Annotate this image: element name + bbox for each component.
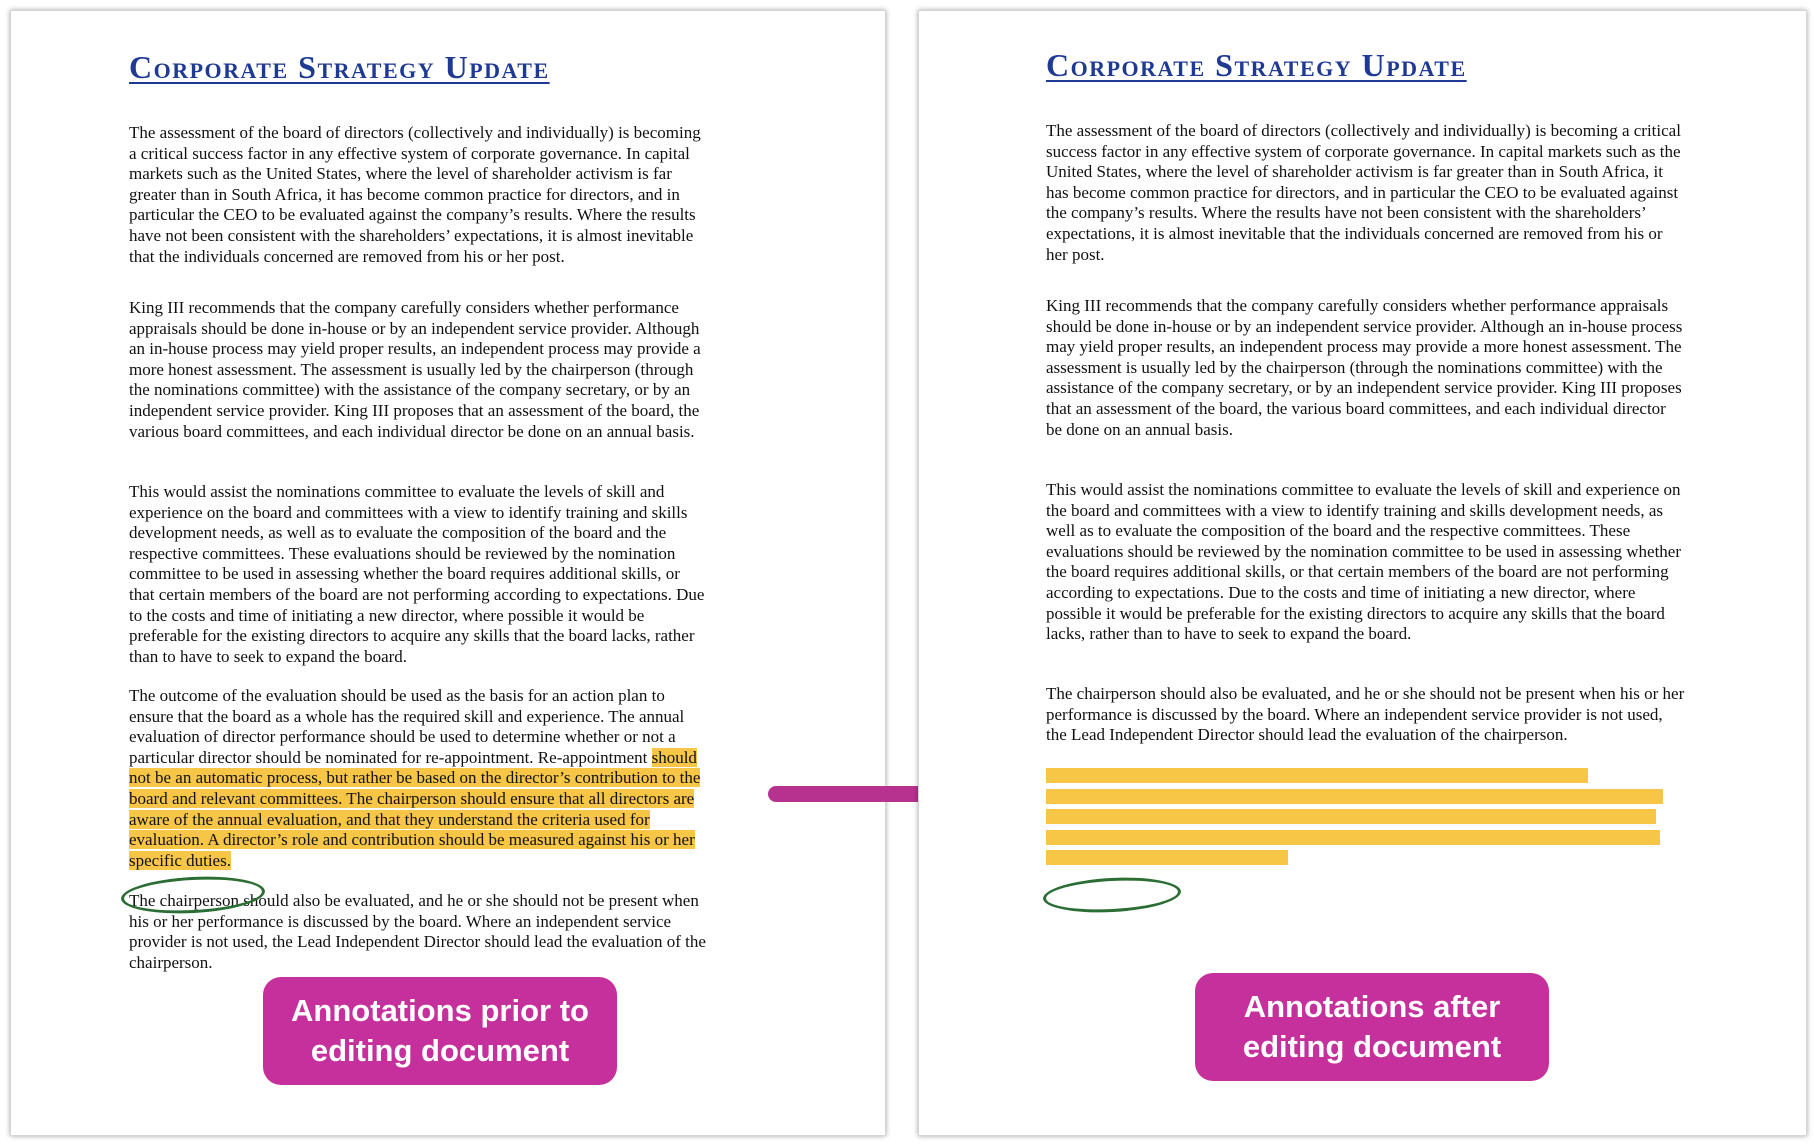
paragraph-2: King III recommends that the company carefully considers whether performance appraisals should be done in-house or by an independent service provider. Although an in-house process may yield proper results, an independent process may provide a more honest assessment. The assessment is usually led by the chairperson (through the nominations committee) with the assistance of the company secretary, or by an independent service provider. King III proposes that an assessment of the board, the various board committees, and each individual director be done on an annual basis. xyxy=(129,298,701,441)
highlight-bar xyxy=(1046,789,1663,804)
paragraph-4-text: The outcome of the evaluation should be used as the basis for an action plan to ensure that the board as a whole has the required skill and experience. The annual evaluation of director performance should be used to determine whether or not a particular director should be nominated for re-appointment. Re-appointment xyxy=(129,686,685,767)
paragraph-1: The assessment of the board of directors (collectively and individually) is becoming a critical success factor in any effective system of corporate governance. In capital markets such as the United States, where the level of shareholder activism is far greater than in South Africa, it has become common practice for directors, and in particular the CEO to be evaluated against the company’s results. Where the results have not been consistent with the shareholders’ expectations, it is almost inevitable that the individuals concerned are removed from his or her post. xyxy=(129,123,701,266)
paragraph-4: The chairperson should also be evaluated, and he or she should not be present when his or her performance is discussed by the board. Where an independent service provider is not used, the Lead Independent Director should lead the evaluation of the chairperson. xyxy=(1046,684,1685,745)
callout-after xyxy=(1195,973,1549,1081)
paragraph-3: This would assist the nominations committee to evaluate the levels of skill and experience on the board and committees with a view to identify training and skills development needs, as well as to evaluate the composition of the board and the respective committees. These evaluations should be reviewed by the nomination committee to be used in assessing whether the board requires additional skills, or that certain members of the board are not performing according to expectations. Due to the costs and time of initiating a new director, where possible it would be preferable for the existing directors to acquire any skills that the board lacks, rather than to have to seek to expand the board. xyxy=(1046,480,1681,644)
circled-phrase: The chairperson xyxy=(129,891,239,910)
paragraph-5-text: should also be evaluated, and he or she should not be present when his or her performance is discussed by the board. Where an independent service provider is not used, the Lead Independent Director should lead the evaluation of the chairperson. xyxy=(129,891,706,972)
callout-after-line-2: editing document xyxy=(1242,1029,1502,1064)
document-title: Corporate Strategy Update xyxy=(1046,47,1467,83)
callout-after-line-1: Annotations after xyxy=(1243,989,1501,1024)
document-page-before xyxy=(10,10,886,1136)
highlight-bar xyxy=(1046,768,1588,783)
highlight-bar xyxy=(1046,850,1288,865)
highlight-bar xyxy=(1046,830,1660,845)
callout-before-line-1: Annotations prior to xyxy=(291,993,589,1028)
callout-before-line-2: editing document xyxy=(310,1033,570,1068)
ink-circle-annotation[interactable] xyxy=(1042,874,1182,915)
document-page-after xyxy=(918,10,1807,1136)
paragraph-4 xyxy=(129,686,709,871)
highlight-bar xyxy=(1046,809,1656,824)
paragraph-2: King III recommends that the company carefully considers whether performance appraisals should be done in-house or by an independent service provider. Although an in-house process may yield proper results, an independent process may provide a more honest assessment. The assessment is usually led by the chairperson (through the nominations committee) with the assistance of the company secretary, or by an independent service provider. King III proposes that an assessment of the board, the various board committees, and each individual director be done on an annual basis. xyxy=(1046,296,1683,439)
highlight-annotation[interactable]: should not be an automatic process, but rather be based on the director’s contribution to the board and relevant committees. The chairperson should ensure that all directors are aware of the annual evaluation, and that they understand the criteria used for evaluation. A director’s role and contribution should be measured against his or her specific duties. xyxy=(129,747,701,870)
document-title: Corporate Strategy Update xyxy=(129,49,550,85)
paragraph-1: The assessment of the board of directors (collectively and individually) is becoming a critical success factor in any effective system of corporate governance. In capital markets such as the United States, where the level of shareholder activism is far greater than in South Africa, it has become common practice for directors, and in particular the CEO to be evaluated against the company’s results. Where the results have not been consistent with the shareholders’ expectations, it is almost inevitable that the individuals concerned are removed from his or her post. xyxy=(1046,121,1681,264)
callout-before xyxy=(263,977,617,1085)
paragraph-3: This would assist the nominations committee to evaluate the levels of skill and experience on the board and committees with a view to identify training and skills development needs, as well as to evaluate the composition of the board and the respective committees. These evaluations should be reviewed by the nomination committee to be used in assessing whether the board requires additional skills, or that certain members of the board are not performing according to expectations. Due to the costs and time of initiating a new director, where possible it would be preferable for the existing directors to acquire any skills that the board lacks, rather than to have to seek to expand the board. xyxy=(129,482,705,666)
